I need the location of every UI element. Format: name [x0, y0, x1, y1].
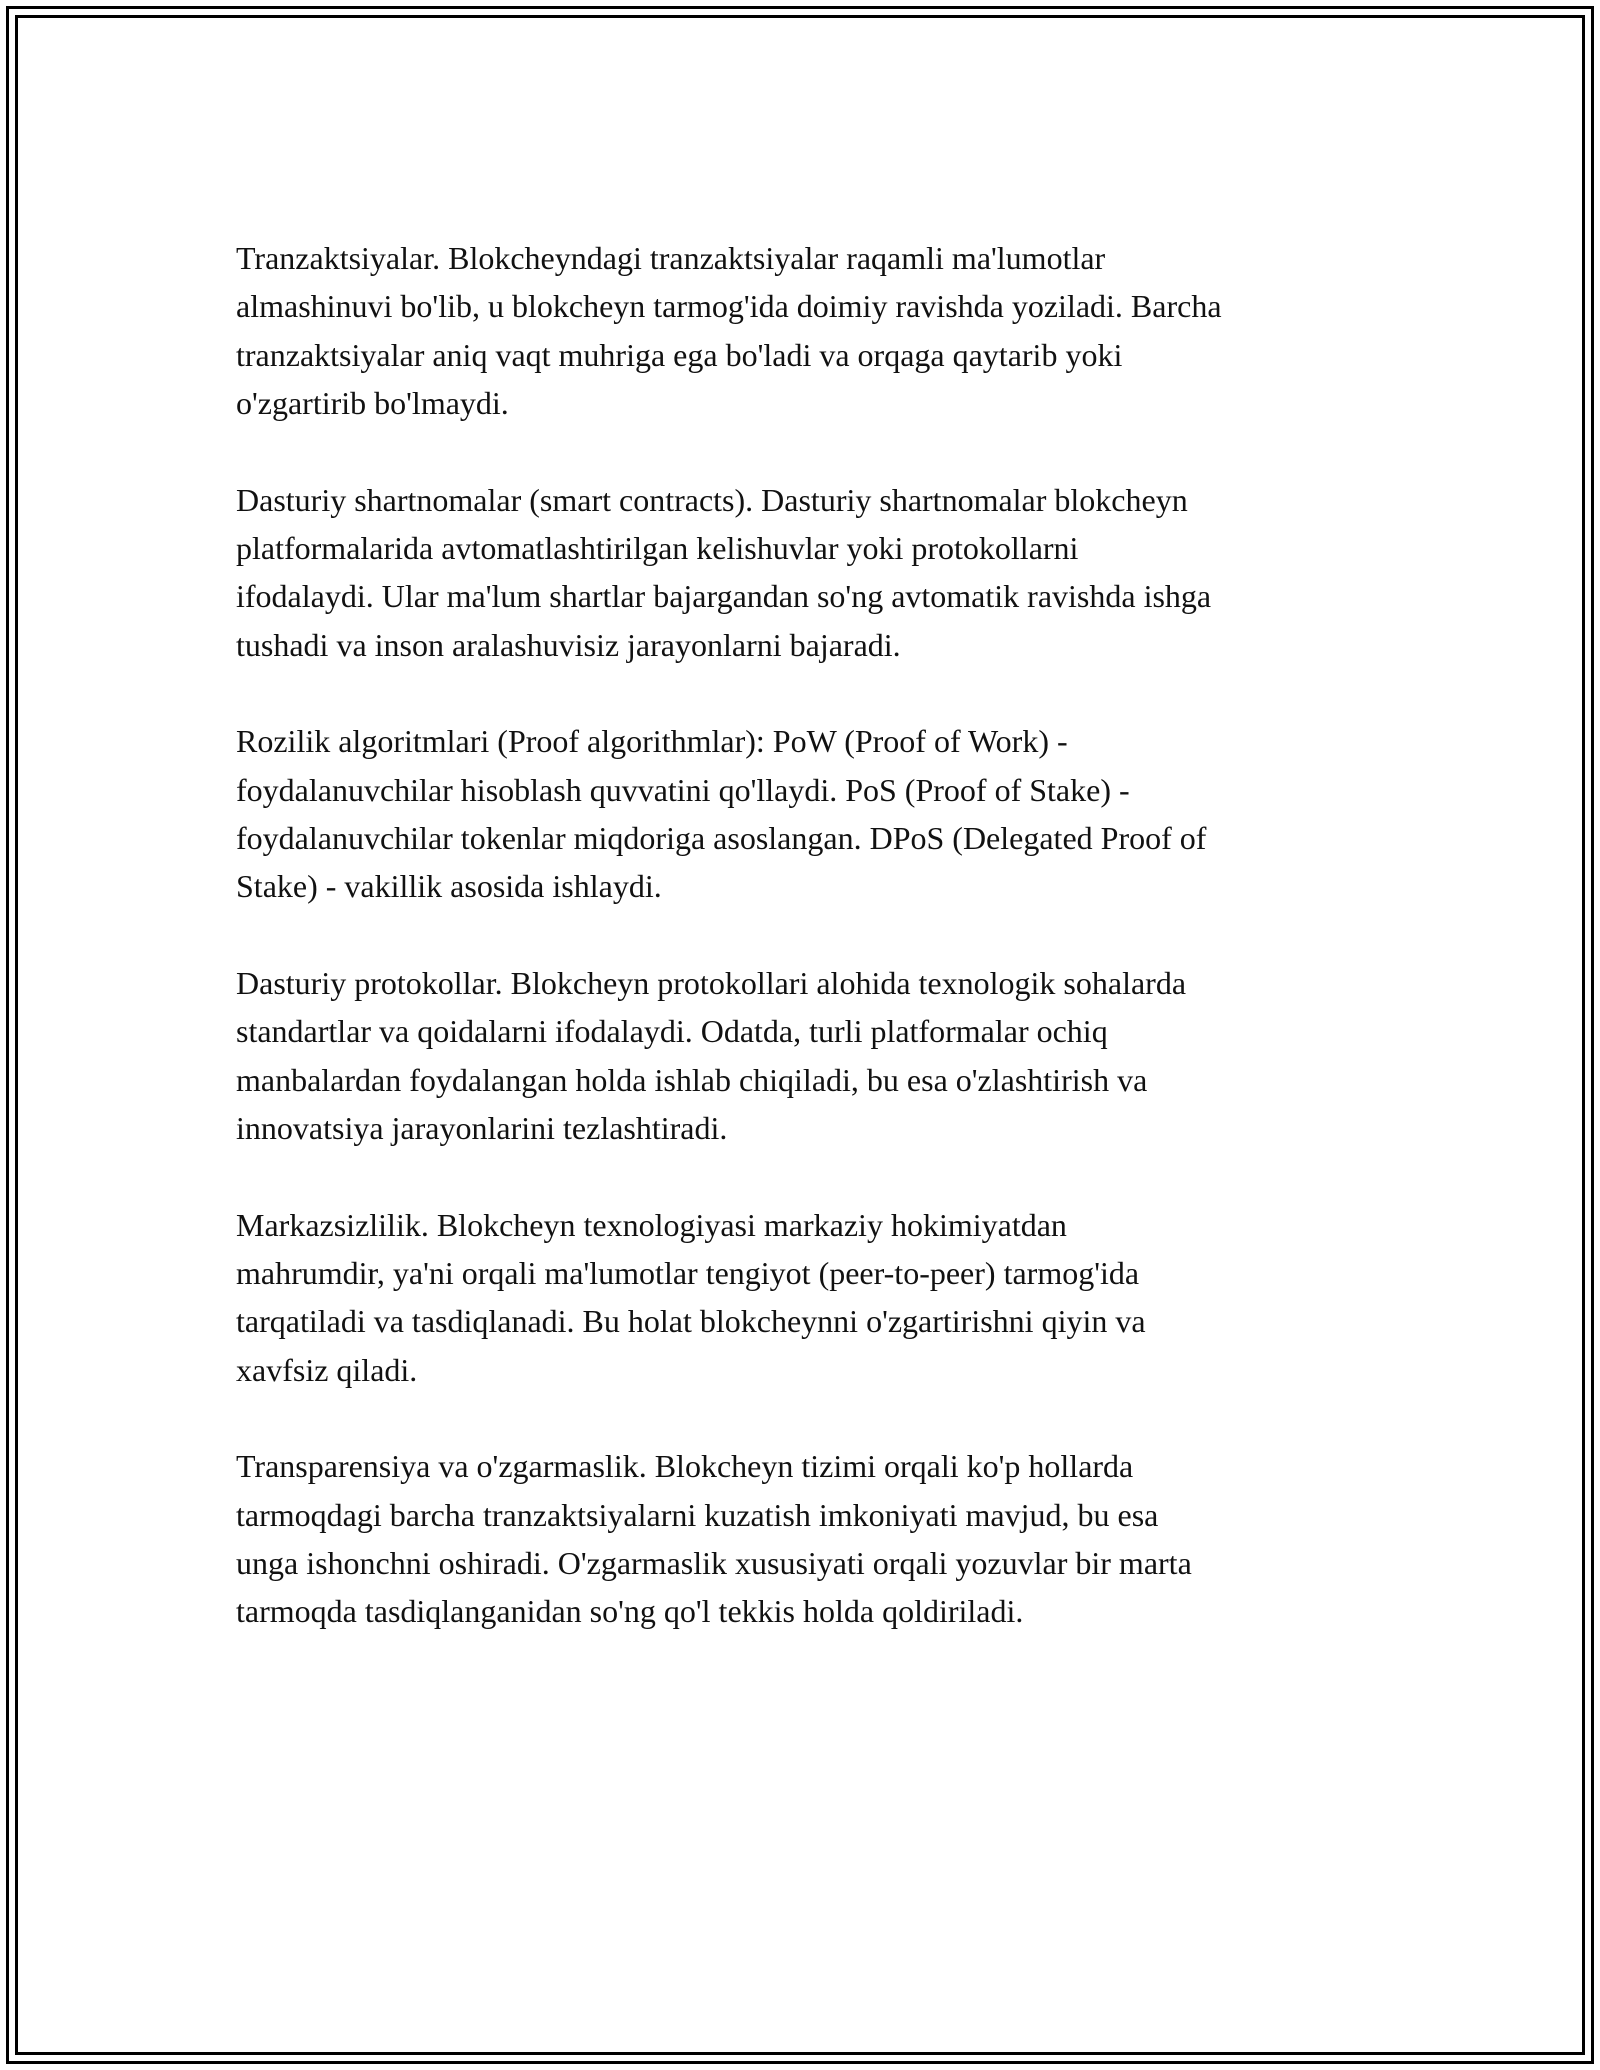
paragraph-decentralization [236, 1201, 1386, 1395]
text-line: Markazsizlilik. Blokcheyn texnologiyasi markaziy hokimiyatdan [236, 1206, 1067, 1243]
text-line: tushadi va inson aralashuvisiz jarayonlarni bajaradi. [236, 626, 901, 663]
text-line: Dasturiy protokollar. Blokcheyn protokollari alohida texnologik sohalarda [236, 964, 1187, 1001]
text-line: Transparensiya va o'zgarmaslik. Blokcheyn tizimi orqali ko'p hollarda [236, 1448, 1134, 1485]
text-line: Dasturiy shartnomalar (smart contracts). Dasturiy shartnomalar blokcheyn [236, 481, 1188, 518]
text-line: Stake) - vakillik asosida ishlaydi. [236, 868, 662, 905]
text-line: unga ishonchni oshiradi. O'zgarmaslik xususiyati orqali yozuvlar bir marta [236, 1544, 1192, 1581]
paragraph-consensus-algorithms [236, 717, 1386, 911]
text-line: foydalanuvchilar tokenlar miqdoriga asoslangan. DPoS (Delegated Proof of [236, 820, 1207, 857]
paragraph-tranzaktsiyalar [236, 234, 1386, 428]
paragraph-protocols [236, 959, 1386, 1153]
text-line: mahrumdir, ya'ni orqali ma'lumotlar tengiyot (peer-to-peer) tarmog'ida [236, 1254, 1140, 1291]
text-line: almashinuvi bo'lib, u blokcheyn tarmog'ida doimiy ravishda yoziladi. Barcha [236, 288, 1222, 325]
text-line: Rozilik algoritmlari (Proof algorithmlar): PoW (Proof of Work) - [236, 723, 1068, 760]
text-line: ifodalaydi. Ular ma'lum shartlar bajargandan so'ng avtomatik ravishda ishga [236, 578, 1212, 615]
text-line: o'zgartirib bo'lmaydi. [236, 385, 509, 422]
paragraph-transparency [236, 1442, 1386, 1636]
paragraph-smart-contracts [236, 476, 1386, 670]
text-line: Tranzaktsiyalar. Blokcheyndagi tranzaktsiyalar raqamli ma'lumotlar [236, 240, 1106, 276]
text-line: tranzaktsiyalar aniq vaqt muhriga ega bo'ladi va orqaga qaytarib yoki [236, 336, 1123, 373]
text-line: innovatsiya jarayonlarini tezlashtiradi. [236, 1110, 728, 1147]
text-line: foydalanuvchilar hisoblash quvvatini qo'llaydi. PoS (Proof of Stake) - [236, 771, 1130, 808]
text-line: tarmoqda tasdiqlanganidan so'ng qo'l tekkis holda qoldiriladi. [236, 1593, 1024, 1630]
document-body [236, 234, 1386, 1684]
text-line: tarmoqdagi barcha tranzaktsiyalarni kuzatish imkoniyati mavjud, bu esa [236, 1496, 1159, 1533]
text-line: platformalarida avtomatlashtirilgan kelishuvlar yoki protokollarni [236, 530, 1079, 567]
text-line: xavfsiz qiladi. [236, 1351, 418, 1388]
text-line: manbalardan foydalangan holda ishlab chiqiladi, bu esa o'zlashtirish va [236, 1061, 1148, 1098]
text-line: tarqatiladi va tasdiqlanadi. Bu holat blokcheynni o'zgartirishni qiyin va [236, 1303, 1146, 1340]
text-line: standartlar va qoidalarni ifodalaydi. Odatda, turli platformalar ochiq [236, 1013, 1108, 1050]
